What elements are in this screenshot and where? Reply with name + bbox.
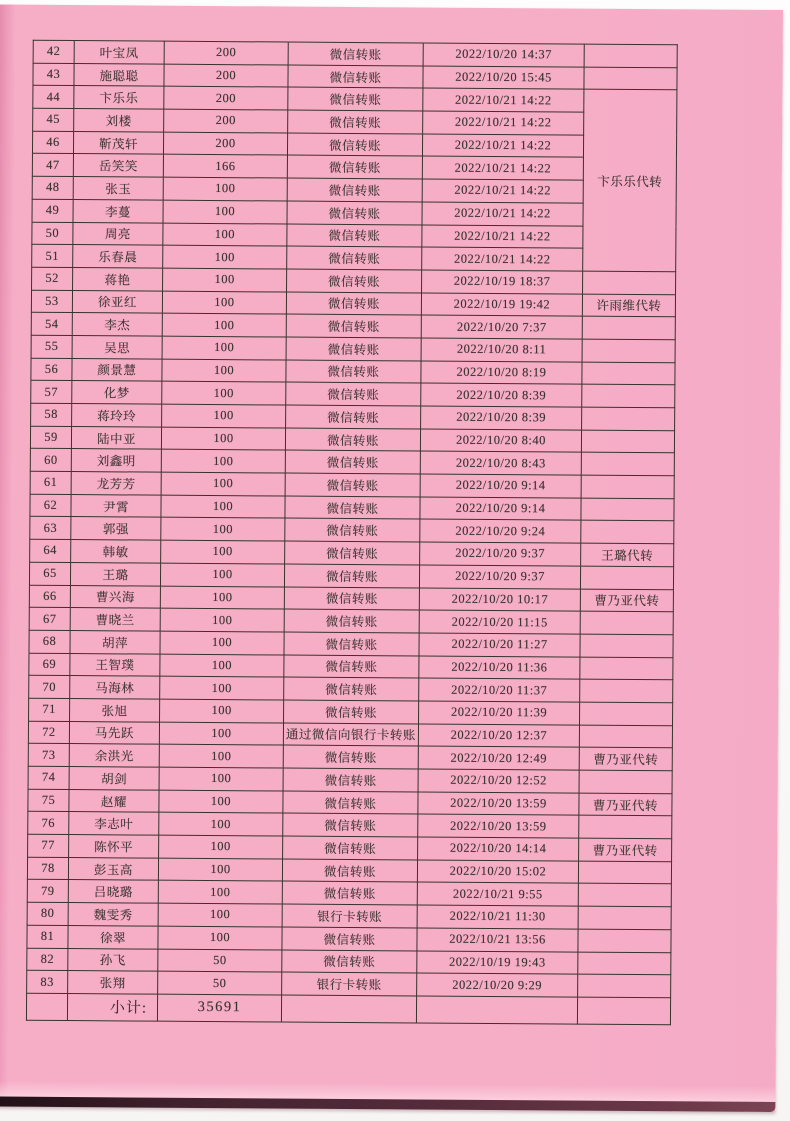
row-number: 58 bbox=[31, 403, 72, 426]
subtotal-empty-method bbox=[281, 995, 416, 1023]
payer-name: 乐春晨 bbox=[73, 245, 163, 268]
note bbox=[578, 884, 671, 907]
note bbox=[584, 67, 677, 90]
payment-datetime: 2022/10/20 9:14 bbox=[420, 474, 581, 498]
payment-datetime: 2022/10/21 14:22 bbox=[422, 224, 583, 248]
note bbox=[582, 362, 675, 385]
amount: 100 bbox=[162, 313, 286, 337]
payer-name: 马先跃 bbox=[69, 721, 159, 744]
payment-datetime: 2022/10/20 11:39 bbox=[419, 701, 580, 725]
payment-method: 微信转账 bbox=[286, 360, 421, 384]
row-number: 83 bbox=[27, 970, 68, 993]
amount: 100 bbox=[163, 177, 287, 201]
payment-method: 银行卡转账 bbox=[282, 972, 417, 996]
row-number: 48 bbox=[32, 176, 73, 199]
payer-name: 施聪聪 bbox=[74, 63, 164, 86]
payment-datetime: 2022/10/20 8:40 bbox=[420, 429, 581, 453]
payer-name: 岳笑笑 bbox=[73, 154, 163, 177]
payer-name: 曹晓兰 bbox=[70, 608, 160, 631]
payer-name: 刘鑫明 bbox=[71, 449, 161, 472]
payment-method: 微信转账 bbox=[283, 836, 418, 860]
payment-datetime: 2022/10/20 8:19 bbox=[421, 361, 582, 385]
payment-method: 微信转账 bbox=[284, 609, 419, 633]
payment-method: 通过微信向银行卡转账 bbox=[283, 723, 418, 747]
amount: 100 bbox=[160, 631, 284, 655]
note bbox=[580, 679, 673, 702]
payment-method: 微信转账 bbox=[286, 337, 421, 361]
note bbox=[582, 316, 675, 339]
payment-datetime: 2022/10/21 14:22 bbox=[422, 247, 583, 271]
row-number: 71 bbox=[29, 698, 70, 721]
payer-name: 陆中亚 bbox=[71, 426, 161, 449]
payment-datetime: 2022/10/20 8:39 bbox=[421, 406, 582, 430]
payment-datetime: 2022/10/20 8:11 bbox=[421, 338, 582, 362]
payer-name: 周亮 bbox=[73, 222, 163, 245]
payment-method: 微信转账 bbox=[285, 428, 420, 452]
payer-name: 曹兴海 bbox=[70, 585, 160, 608]
payment-datetime: 2022/10/19 18:37 bbox=[422, 270, 583, 294]
payer-name: 胡萍 bbox=[70, 630, 160, 653]
note bbox=[579, 815, 672, 838]
row-number: 61 bbox=[30, 471, 71, 494]
payment-method: 微信转账 bbox=[285, 496, 420, 520]
amount: 166 bbox=[163, 155, 287, 179]
note bbox=[583, 271, 676, 294]
row-number: 77 bbox=[28, 834, 69, 857]
payment-method: 微信转账 bbox=[287, 155, 422, 179]
payment-method: 微信转账 bbox=[284, 655, 419, 679]
payment-method: 微信转账 bbox=[286, 382, 421, 406]
row-number: 70 bbox=[29, 676, 70, 699]
payment-datetime: 2022/10/20 15:02 bbox=[417, 860, 578, 884]
amount: 100 bbox=[160, 586, 284, 610]
payment-table bbox=[26, 40, 678, 1025]
payer-name: 颜景慧 bbox=[72, 358, 162, 381]
payment-datetime: 2022/10/20 7:37 bbox=[421, 315, 582, 339]
subtotal-row bbox=[26, 993, 670, 1024]
payment-method: 微信转账 bbox=[286, 314, 421, 338]
payer-name: 马海林 bbox=[70, 676, 160, 699]
payment-method: 微信转账 bbox=[287, 246, 422, 270]
subtotal-empty-no bbox=[26, 993, 67, 1020]
payment-datetime: 2022/10/20 12:49 bbox=[418, 746, 579, 770]
payment-datetime: 2022/10/19 19:42 bbox=[421, 293, 582, 317]
row-number: 62 bbox=[30, 494, 71, 517]
payment-method: 微信转账 bbox=[284, 700, 419, 724]
row-number: 82 bbox=[27, 948, 68, 971]
amount: 100 bbox=[159, 722, 283, 746]
amount: 50 bbox=[158, 971, 282, 995]
payer-name: 张玉 bbox=[73, 177, 163, 200]
amount: 200 bbox=[164, 109, 288, 133]
subtotal-empty-datetime bbox=[416, 996, 577, 1024]
note bbox=[582, 339, 675, 362]
amount: 100 bbox=[161, 450, 285, 474]
payment-datetime: 2022/10/20 11:37 bbox=[419, 678, 580, 702]
row-number: 45 bbox=[33, 108, 74, 131]
payment-method: 微信转账 bbox=[285, 518, 420, 542]
payment-method: 微信转账 bbox=[285, 450, 420, 474]
payment-datetime: 2022/10/21 13:56 bbox=[417, 928, 578, 952]
note bbox=[579, 725, 672, 748]
payment-method: 微信转账 bbox=[287, 224, 422, 248]
row-number: 55 bbox=[31, 335, 72, 358]
payer-name: 徐亚红 bbox=[72, 290, 162, 313]
row-number: 81 bbox=[27, 925, 68, 948]
payer-name: 彭玉高 bbox=[68, 857, 158, 880]
row-number: 68 bbox=[29, 630, 70, 653]
row-number: 72 bbox=[28, 721, 69, 744]
payment-datetime: 2022/10/20 11:27 bbox=[419, 633, 580, 657]
amount: 100 bbox=[160, 563, 284, 587]
row-number: 79 bbox=[27, 880, 68, 903]
payment-method: 微信转账 bbox=[288, 110, 423, 134]
payment-method: 微信转账 bbox=[284, 587, 419, 611]
payer-name: 赵耀 bbox=[69, 789, 159, 812]
payment-datetime: 2022/10/20 9:37 bbox=[420, 542, 581, 566]
note bbox=[580, 702, 673, 725]
payment-datetime: 2022/10/20 11:15 bbox=[419, 610, 580, 634]
payment-datetime: 2022/10/20 12:37 bbox=[418, 724, 579, 748]
row-number: 66 bbox=[29, 585, 70, 608]
payment-datetime: 2022/10/20 14:14 bbox=[418, 837, 579, 861]
payment-datetime: 2022/10/21 14:22 bbox=[422, 202, 583, 226]
payer-name: 尹霄 bbox=[71, 494, 161, 517]
note: 曹乃亚代转 bbox=[579, 747, 672, 770]
payer-name: 吕晓璐 bbox=[68, 880, 158, 903]
note: 曹乃亚代转 bbox=[580, 589, 673, 612]
payment-table-body bbox=[26, 40, 677, 1024]
note bbox=[584, 44, 677, 67]
payment-method: 微信转账 bbox=[288, 42, 423, 66]
amount: 100 bbox=[160, 676, 284, 700]
payment-datetime: 2022/10/20 9:14 bbox=[420, 497, 581, 521]
row-number: 60 bbox=[30, 449, 71, 472]
payer-name: 蒋玲玲 bbox=[72, 404, 162, 427]
subtotal-value: 35691 bbox=[157, 994, 281, 1022]
amount: 100 bbox=[162, 359, 286, 383]
note bbox=[581, 521, 674, 544]
row-number: 59 bbox=[30, 426, 71, 449]
payment-method: 微信转账 bbox=[287, 178, 422, 202]
amount: 100 bbox=[161, 427, 285, 451]
payment-datetime: 2022/10/20 8:39 bbox=[421, 383, 582, 407]
row-number: 78 bbox=[27, 857, 68, 880]
payment-datetime: 2022/10/21 14:22 bbox=[423, 111, 584, 135]
amount: 100 bbox=[163, 200, 287, 224]
row-number: 56 bbox=[31, 358, 72, 381]
note bbox=[578, 861, 671, 884]
payment-method: 微信转账 bbox=[283, 813, 418, 837]
amount: 100 bbox=[159, 835, 283, 859]
payer-name: 化梦 bbox=[72, 381, 162, 404]
row-number: 64 bbox=[30, 539, 71, 562]
row-number: 47 bbox=[32, 154, 73, 177]
payment-method: 微信转账 bbox=[282, 927, 417, 951]
note bbox=[579, 770, 672, 793]
payment-datetime: 2022/10/21 9:55 bbox=[417, 882, 578, 906]
note bbox=[582, 384, 675, 407]
amount: 100 bbox=[162, 381, 286, 405]
payment-datetime: 2022/10/20 11:36 bbox=[419, 656, 580, 680]
payment-method: 微信转账 bbox=[284, 677, 419, 701]
payment-method: 微信转账 bbox=[287, 269, 422, 293]
row-number: 63 bbox=[30, 517, 71, 540]
payment-datetime: 2022/10/20 12:52 bbox=[418, 769, 579, 793]
payment-method: 微信转账 bbox=[287, 133, 422, 157]
note: 曹乃亚代转 bbox=[579, 793, 672, 816]
row-number: 46 bbox=[32, 131, 73, 154]
amount: 100 bbox=[158, 926, 282, 950]
row-number: 74 bbox=[28, 766, 69, 789]
amount: 200 bbox=[163, 132, 287, 156]
paper-sheet bbox=[0, 5, 783, 1112]
payment-method: 银行卡转账 bbox=[282, 904, 417, 928]
amount: 100 bbox=[160, 699, 284, 723]
note bbox=[578, 906, 671, 929]
note bbox=[578, 952, 671, 975]
payer-name: 刘楼 bbox=[74, 109, 164, 132]
row-number: 49 bbox=[32, 199, 73, 222]
amount: 100 bbox=[158, 903, 282, 927]
payment-method: 微信转账 bbox=[282, 859, 417, 883]
note bbox=[581, 452, 674, 475]
note: 王璐代转 bbox=[581, 543, 674, 566]
payment-datetime: 2022/10/20 13:59 bbox=[418, 792, 579, 816]
payer-name: 卞乐乐 bbox=[74, 86, 164, 109]
row-number: 44 bbox=[33, 86, 74, 109]
row-number: 50 bbox=[32, 222, 73, 245]
note: 曹乃亚代转 bbox=[579, 838, 672, 861]
note bbox=[580, 657, 673, 680]
subtotal-empty-note bbox=[577, 997, 670, 1025]
payment-datetime: 2022/10/20 9:29 bbox=[417, 973, 578, 997]
payment-method: 微信转账 bbox=[286, 292, 421, 316]
payer-name: 王智璞 bbox=[70, 653, 160, 676]
amount: 100 bbox=[161, 495, 285, 519]
payer-name: 魏雯秀 bbox=[68, 903, 158, 926]
payer-name: 李杰 bbox=[72, 313, 162, 336]
payer-name: 蒋艳 bbox=[73, 267, 163, 290]
row-number: 65 bbox=[29, 562, 70, 585]
payment-datetime: 2022/10/21 11:30 bbox=[417, 905, 578, 929]
payment-datetime: 2022/10/20 14:37 bbox=[423, 43, 584, 67]
payment-method: 微信转账 bbox=[284, 632, 419, 656]
payer-name: 余洪光 bbox=[69, 744, 159, 767]
row-number: 57 bbox=[31, 381, 72, 404]
payment-datetime: 2022/10/20 15:45 bbox=[423, 66, 584, 90]
payment-method: 微信转账 bbox=[282, 950, 417, 974]
amount: 100 bbox=[159, 813, 283, 837]
amount: 100 bbox=[163, 268, 287, 292]
payment-datetime: 2022/10/21 14:22 bbox=[422, 156, 583, 180]
payment-method: 微信转账 bbox=[283, 768, 418, 792]
payer-name: 张旭 bbox=[70, 698, 160, 721]
payment-method: 微信转账 bbox=[283, 791, 418, 815]
payment-method: 微信转账 bbox=[284, 564, 419, 588]
row-number: 51 bbox=[32, 244, 73, 267]
row-number: 43 bbox=[33, 63, 74, 86]
row-number: 75 bbox=[28, 789, 69, 812]
payment-datetime: 2022/10/20 10:17 bbox=[419, 587, 580, 611]
amount: 100 bbox=[161, 518, 285, 542]
note bbox=[580, 634, 673, 657]
amount: 100 bbox=[161, 472, 285, 496]
payer-name: 郭强 bbox=[71, 517, 161, 540]
payment-method: 微信转账 bbox=[282, 881, 417, 905]
row-number: 52 bbox=[32, 267, 73, 290]
amount: 100 bbox=[163, 223, 287, 247]
row-number: 80 bbox=[27, 902, 68, 925]
subtotal-label: 小计: bbox=[67, 993, 157, 1021]
amount: 50 bbox=[158, 949, 282, 973]
payment-datetime: 2022/10/20 9:24 bbox=[420, 519, 581, 543]
payment-datetime: 2022/10/20 8:43 bbox=[420, 451, 581, 475]
amount: 200 bbox=[164, 41, 288, 65]
payer-name: 徐翠 bbox=[68, 925, 158, 948]
note bbox=[581, 475, 674, 498]
note bbox=[581, 498, 674, 521]
amount: 100 bbox=[159, 767, 283, 791]
row-number: 42 bbox=[33, 40, 74, 63]
payment-datetime: 2022/10/21 14:22 bbox=[423, 88, 584, 112]
note bbox=[578, 974, 671, 997]
payer-name: 张翔 bbox=[68, 971, 158, 994]
payer-name: 李蔓 bbox=[73, 199, 163, 222]
payment-method: 微信转账 bbox=[287, 201, 422, 225]
payer-name: 王璐 bbox=[70, 562, 160, 585]
amount: 100 bbox=[163, 245, 287, 269]
payer-name: 李志叶 bbox=[69, 812, 159, 835]
note: 卞乐乐代转 bbox=[583, 89, 677, 271]
amount: 100 bbox=[162, 291, 286, 315]
payment-datetime: 2022/10/21 14:22 bbox=[422, 179, 583, 203]
payment-datetime: 2022/10/19 19:43 bbox=[417, 950, 578, 974]
payer-name: 龙芳芳 bbox=[71, 472, 161, 495]
amount: 200 bbox=[164, 64, 288, 88]
amount: 200 bbox=[164, 87, 288, 111]
row-number: 54 bbox=[31, 313, 72, 336]
payment-method: 微信转账 bbox=[288, 87, 423, 111]
payer-name: 孙飞 bbox=[68, 948, 158, 971]
amount: 100 bbox=[159, 744, 283, 768]
payment-method: 微信转账 bbox=[285, 473, 420, 497]
amount: 100 bbox=[160, 654, 284, 678]
note bbox=[581, 430, 674, 453]
amount: 100 bbox=[158, 858, 282, 882]
payment-datetime: 2022/10/21 14:22 bbox=[422, 134, 583, 158]
note: 许雨维代转 bbox=[582, 294, 675, 317]
row-number: 76 bbox=[28, 812, 69, 835]
payment-method: 微信转账 bbox=[283, 745, 418, 769]
amount: 100 bbox=[159, 790, 283, 814]
payer-name: 叶宝凤 bbox=[74, 41, 164, 64]
amount: 100 bbox=[162, 404, 286, 428]
row-number: 69 bbox=[29, 653, 70, 676]
note bbox=[580, 611, 673, 634]
note bbox=[578, 929, 671, 952]
amount: 100 bbox=[161, 540, 285, 564]
payer-name: 韩敏 bbox=[71, 540, 161, 563]
payment-method: 微信转账 bbox=[286, 405, 421, 429]
payer-name: 靳茂轩 bbox=[73, 131, 163, 154]
amount: 100 bbox=[162, 336, 286, 360]
payment-datetime: 2022/10/20 13:59 bbox=[418, 814, 579, 838]
payer-name: 胡剑 bbox=[69, 767, 159, 790]
amount: 100 bbox=[158, 881, 282, 905]
payer-name: 陈怀平 bbox=[69, 835, 159, 858]
payment-method: 微信转账 bbox=[288, 65, 423, 89]
row-number: 73 bbox=[28, 744, 69, 767]
payment-datetime: 2022/10/20 9:37 bbox=[419, 565, 580, 589]
row-number: 53 bbox=[31, 290, 72, 313]
row-number: 67 bbox=[29, 607, 70, 630]
amount: 100 bbox=[160, 608, 284, 632]
note bbox=[582, 407, 675, 430]
note bbox=[580, 566, 673, 589]
payment-method: 微信转账 bbox=[285, 541, 420, 565]
payer-name: 吴思 bbox=[72, 335, 162, 358]
